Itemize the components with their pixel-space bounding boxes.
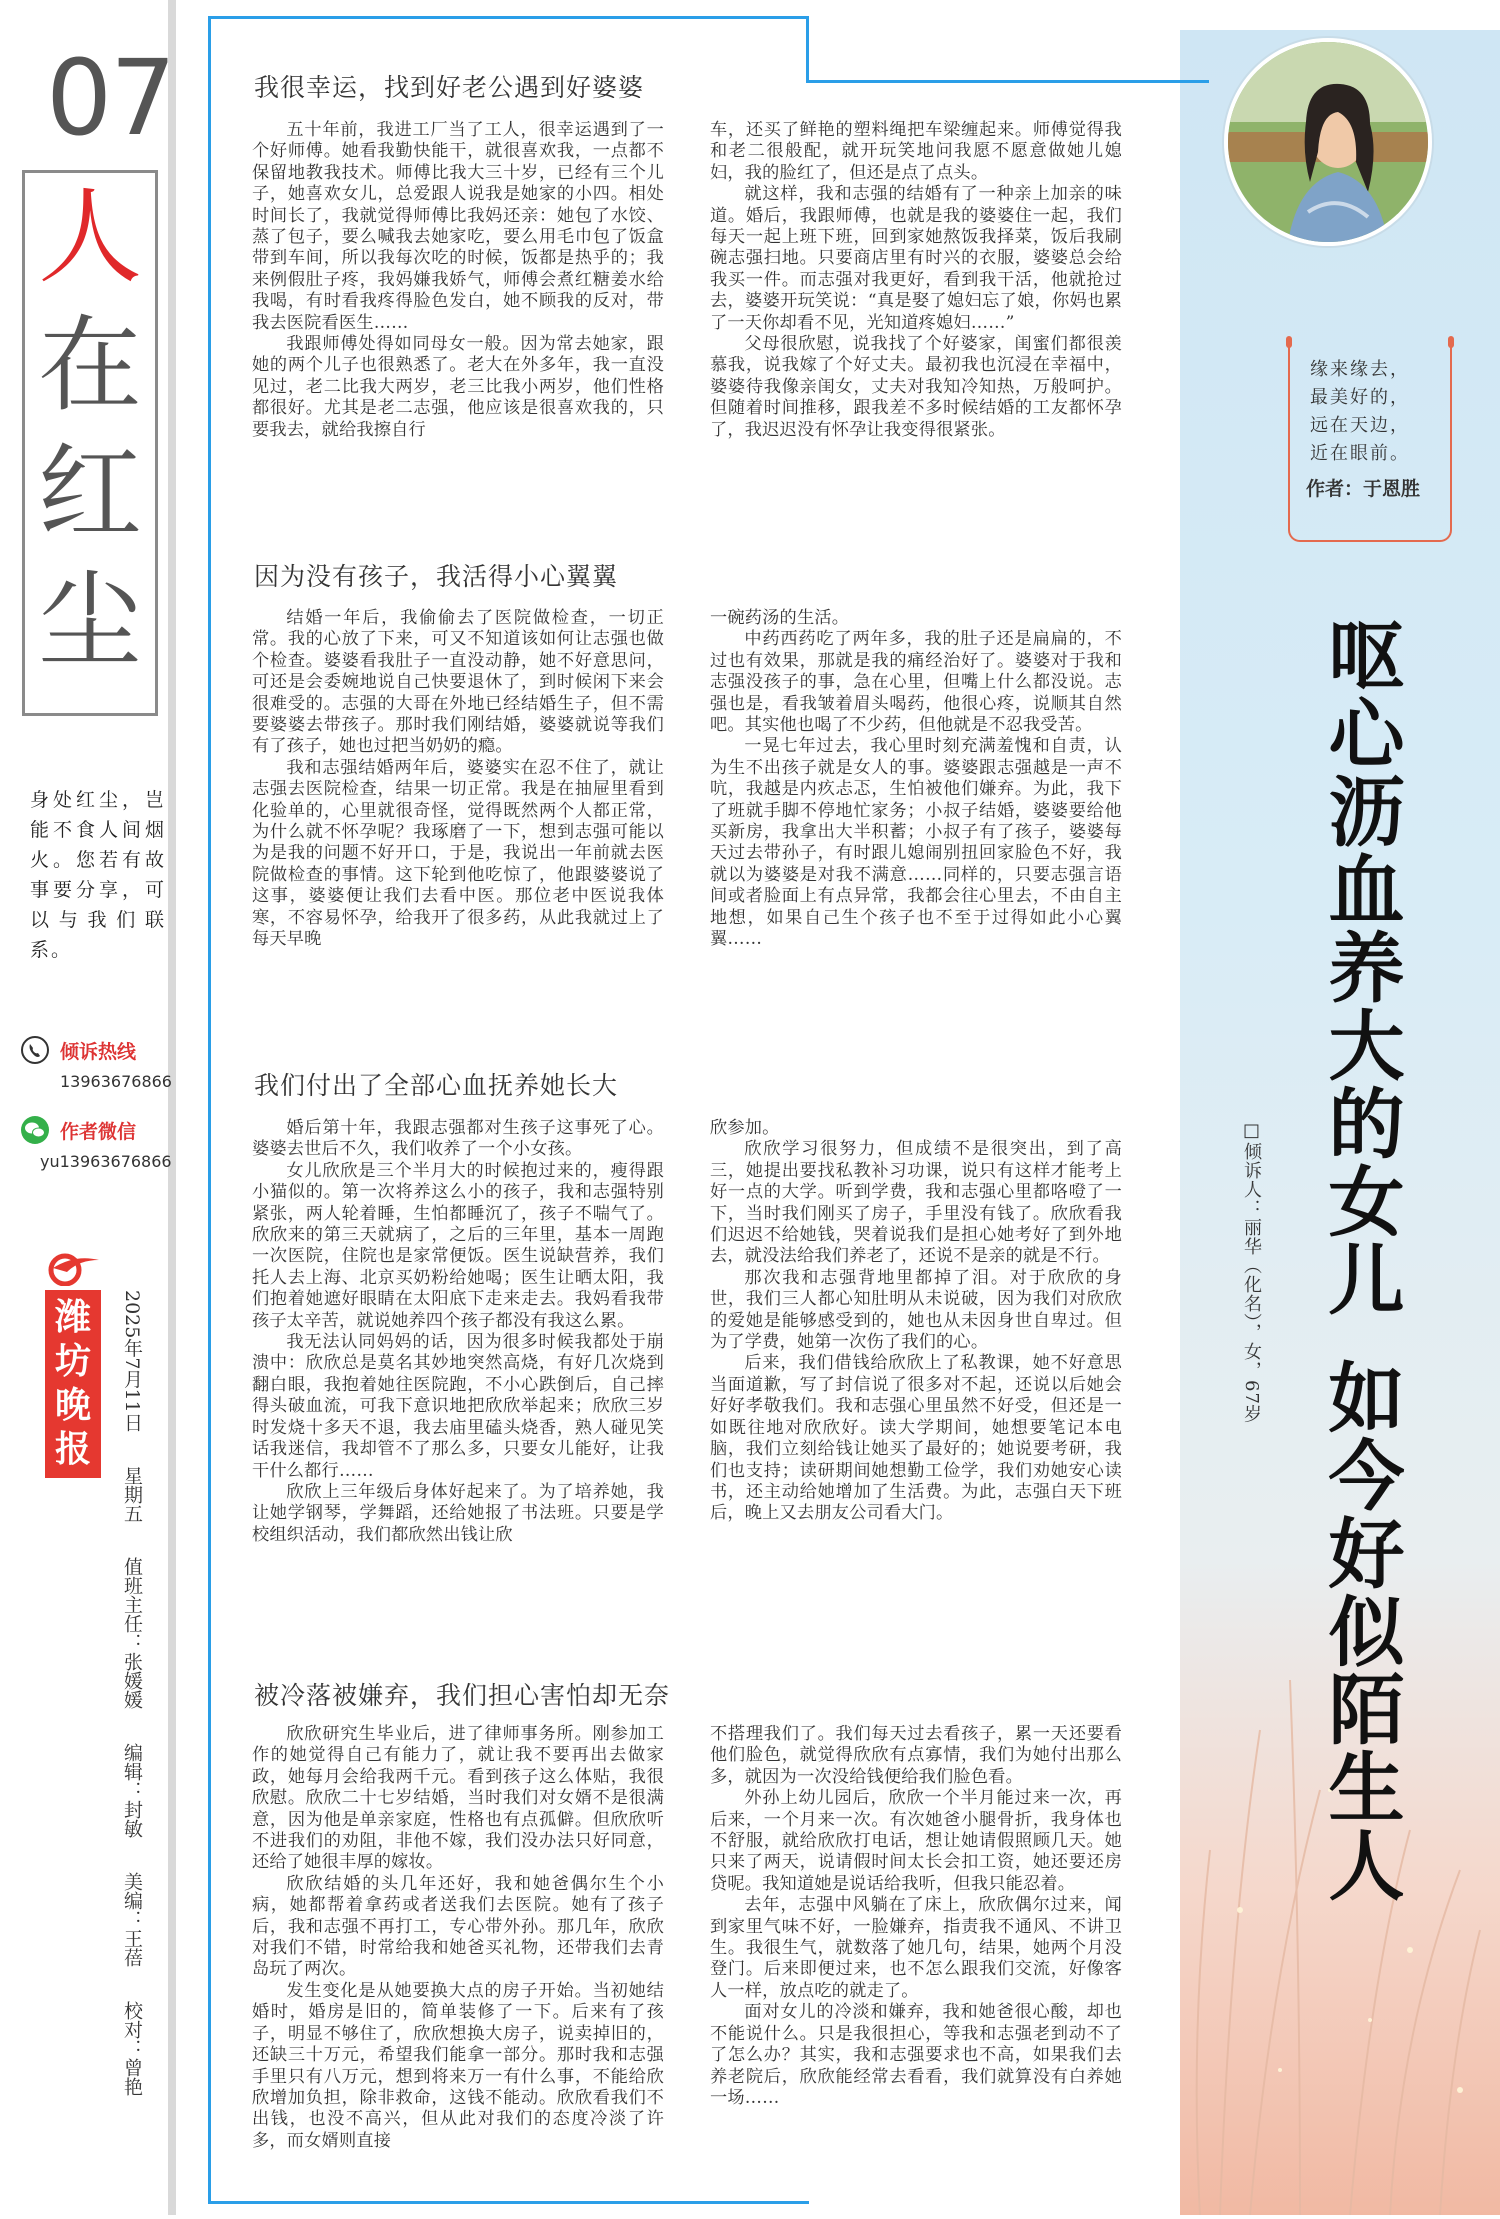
paragraph: 去年，志强中风躺在了床上，欣欣偶尔过来，闻到家里气味不好，一脸嫌弃，指责我不通风、不讲卫生。我很生气，就数落了她几句，结果，她两个月没登门。后来即便过来，也不怎么跟我们交流，好像客人一样，放点吃的就走了。: [710, 1895, 1122, 2001]
headline-part: 呕心沥血养大的女儿: [1316, 616, 1405, 1318]
column-title-char: 尘: [37, 560, 142, 682]
paragraph: 一晃七年过去，我心里时刻充满羞愧和自责，认为生不出孩子就是女人的事。婆婆跟志强越是一声不吭，我越是内疚忐忑，生怕被他们嫌弃。为此，我下了班就手脚不停地忙家务；小叔子结婚，婆婆要给他买新房，我拿出大半积蓄；小叔子有了孩子，婆婆每天过去带孙子，有时跟儿媳闹别扭回家脸色不好，我就以为婆婆是对我不满意……同样的，只要志强言语间或者脸面上有点异常，我都会往心里去，不由自主地想，如果自己生个孩子也不至于过得如此小心翼翼……: [710, 736, 1122, 950]
column-title: [22, 170, 158, 716]
paragraph: 那次我和志强背地里都掉了泪。对于欣欣的身世，我们三人都心知肚明从未说破，因为我们对欣欣的爱她是能够感受到的，她也从未因身世自卑过。但为了学费，她第一次伤了我们的心。: [710, 1267, 1122, 1353]
section-title: 我们付出了全部心血抚养她长大: [254, 1071, 619, 1100]
paragraph: 中药西药吃了两年多，我的肚子还是扁扁的，不过也有效果，那就是我的痛经治好了。婆婆对于我和志强没孩子的事，急在心里，但嘴上什么都没说。志强也是，看我皱着眉头喝药，他很心疼，说顺其自然吧。其实他也喝了不少药，但他就是不忍我受苦。: [710, 629, 1122, 736]
paragraph: 欣欣研究生毕业后，进了律师事务所。刚参加工作的她觉得自己有能力了，就让我不要再出去做家政，她每月会给我两千元。看到孩子这么体贴，我很欣慰。欣欣二十七岁结婚，当时我们对女婿不是很满意，因为他是单亲家庭，性格也有点孤僻。但欣欣听不进我们的劝阻，非他不嫁，我们没办法只好同意，还给了她很丰厚的嫁妆。: [252, 1724, 664, 1873]
paragraph: 欣参加。: [710, 1118, 780, 1138]
paragraph: 欣欣学习很努力，但成绩不是很突出，到了高三，她提出要找私教补习功课，说只有这样才能考上好一点的大学。听到学费，我和志强心里都咯噔了一下，当时我们刚买了房子，手里没有钱了。欣欣看我们迟迟不给她钱，哭着说我们是担心她考好了到外地去，就没法给我们养老了，还说不是亲的就是不行。: [710, 1139, 1122, 1267]
paragraph: 后来，我们借钱给欣欣上了私教课，她不好意思当面道歉，写了封信说了很多对不起，还说以后她会好好孝敬我们。我和志强心里虽然不好受，但还是一如既往地对欣欣好。读大学期间，她想要笔记本电脑，我们立刻给钱让她买了最好的；她说要考研，我们也支持；读研期间她想勤工俭学，我们劝她安心读书，还主动给她增加了生活费。为此，志强白天下班后，晚上又去朋友公司看大门。: [710, 1353, 1122, 1524]
paper-logo-icon: [45, 1250, 101, 1286]
section-2-column-2: [710, 608, 1122, 1022]
paragraph: 车，还买了鲜艳的塑料绳把车梁缠起来。师傅觉得我和老二很般配，就开玩笑地问我愿不愿意做她儿媳妇，我的脸红了，但还是点了点头。: [710, 120, 1122, 183]
section-title: 我很幸运，找到好老公遇到好婆婆: [254, 73, 645, 102]
paragraph: 就这样，我和志强的结婚有了一种亲上加亲的味道。婚后，我跟师傅，也就是我的婆婆住一起，我们每天一起上班下班，回到家她熬饭我择菜，饭后我刷碗志强扫地。只要商店里有时兴的衣服，婆婆总会给我买一件。而志强对我更好，看到我干活，他就抢过去，婆婆开玩笑说：“真是娶了媳妇忘了娘，你妈也累了一天你却看不见，光知道疼媳妇……”: [710, 184, 1122, 333]
phone-icon: [20, 1035, 50, 1065]
author-byline: 作者：于恩胜: [1306, 478, 1421, 500]
wechat-row: [20, 1115, 136, 1145]
complainant-info: □倾诉人：丽华（化名），女，67岁: [1241, 1120, 1262, 1424]
paragraph: 我无法认同妈妈的话，因为很多时候我都处于崩溃中：欣欣总是莫名其妙地突然高烧，有好几次烧到翻白眼，我抱着她往医院跑，不小心跌倒后，自己摔得头破血流，可我下意识地把欣欣举起来；欣欣三岁时发烧十多天不退，我去庙里磕头烧香，熟人碰见笑话我迷信，我却管不了那么多，只要女儿能好，让我干什么都行……: [252, 1332, 664, 1481]
paragraph: 结婚一年后，我偷偷去了医院做检查，一切正常。我的心放了下来，可又不知道该如何让志强也做个检查。婆婆看我肚子一直没动静，她不好意思问，可还是会委婉地说自己快要退休了，到时候闲下来会很难受的。志强的大哥在外地已经结婚生子，但不需要婆婆去带孩子。那时我们刚结婚，婆婆就说等我们有了孩子，她也过把当奶奶的瘾。: [252, 608, 664, 757]
proofreader: 校对：曾艳: [121, 2000, 143, 2096]
section-title: 因为没有孩子，我活得小心翼翼: [254, 562, 619, 591]
paragraph: 我跟师傅处得如同母女一般。因为常去她家，跟她的两个儿子也很熟悉了。老大在外多年，我一直没见过，老二比我大两岁，老三比我小两岁，他们性格都很好。尤其是老二志强，他应该是很喜欢我的，只要我去，就给我擦自行: [252, 334, 664, 440]
section-3-column-1: [252, 1118, 664, 1638]
paragraph: 欣欣结婚的头几年还好，我和她爸偶尔生个小病，她都帮着拿药或者送我们去医院。她有了孩子后，我和志强不再打工，专心带外孙。那几年，欣欣对我们不错，时常给我和她爸买礼物，还带我们去青岛玩了两次。: [252, 1873, 664, 1980]
paragraph: 我和志强结婚两年后，婆婆实在忍不住了，就让志强去医院检查，结果一切正常。我是在抽屉里看到化验单的，心里就很奇怪，觉得既然两个人都正常，为什么就不怀孕呢？我琢磨了一下，想到志强可能以为是我的问题不好开口，于是，我说出一年前就去医院做检查的事情。这下轮到他吃惊了，他跟婆婆说了这事，婆婆便让我们去看中医。那位老中医说我体寒，不容易怀孕，给我开了很多药，从此我就过上了每天早晚: [252, 757, 664, 950]
column-title-char: 在: [37, 304, 142, 426]
quote-line: 近在眼前。: [1310, 443, 1410, 464]
column-intro: 身处红尘，岂能不食人间烟火。您若有故事要分享，可以与我们联系。: [30, 789, 166, 961]
paragraph: 不搭理我们了。我们每天过去看孩子，累一天还要看他们脸色，就觉得欣欣有点寡情，我们为她付出那么多，就因为一次没给钱便给我们脸色看。: [710, 1724, 1122, 1787]
column-title-char: 人: [37, 176, 142, 298]
quote-box: [1288, 340, 1452, 542]
editor: 编辑：封敏: [121, 1742, 143, 1838]
wechat-id: yu13963676866: [40, 1152, 172, 1171]
paragraph: 女儿欣欣是三个半月大的时候抱过来的，瘦得跟小猫似的。第一次将养这么小的孩子，我和志强特别紧张，两人轮着睡，生怕都睡沉了，孩子不喘气了。欣欣来的第三天就病了，之后的三年里，基本一周跑一次医院，住院也是家常便饭。医生说缺营养，我们托人去上海、北京买奶粉给她喝；医生让晒太阳，我们抱着她遮好眼睛在太阳底下走来走去。我妈看我带孩子太辛苦，就说她养四个孩子都没有我这么累。: [252, 1160, 664, 1331]
headline-part: 如今好似陌生人: [1316, 1358, 1405, 1904]
author-photo: [1224, 38, 1432, 246]
section-4-column-2: [710, 1724, 1122, 2204]
paragraph: 欣欣上三年级后身体好起来了。为了培养她，我让她学钢琴，学舞蹈，还给她报了书法班。只要是学校组织活动，我们都欣然出钱让欣: [252, 1481, 664, 1545]
wechat-icon: [20, 1115, 50, 1145]
paragraph: 外孙上幼儿园后，欣欣一个半月能过来一次，再后来，一个月来一次。有次她爸小腿骨折，我身体也不舒服，就给欣欣打电话，想让她请假照顾几天。她只来了两天，说请假时间太长会扣工资，她还要还房贷呢。我知道她是说话给我听，但我只能忍着。: [710, 1788, 1122, 1894]
section-4-column-1: [252, 1724, 664, 2204]
frame-accent: [806, 80, 1209, 83]
paragraph: 父母很欣慰，说我找了个好婆家，闺蜜们都很羡慕我，说我嫁了个好丈夫。最初我也沉浸在幸福中，婆婆待我像亲闺女，丈夫对我知冷知热，万般呵护。但随着时间推移，跟我差不多时候结婚的工友都怀孕了，我迟迟没有怀孕让我变得很紧张。: [710, 334, 1122, 440]
section-1-column-1: [252, 120, 664, 515]
page-number: 07: [46, 37, 175, 159]
frame-accent: [806, 16, 809, 82]
section-2-column-1: [252, 608, 664, 1022]
paragraph: 五十年前，我进工厂当了工人，很幸运遇到了一个好师傅。她看我勤快能干，就很喜欢我，一点都不保留地教我技术。师傅比我大三十岁，已经有三个儿子，她喜欢女儿，总爱跟人说我是她家的小四。相处时间长了，我就觉得师傅比我妈还亲：她包了水饺、蒸了包子，要么喊我去她家吃，要么用毛巾包了饭盒带到车间，所以我每次吃的时候，饭都是热乎的；我来例假肚子疼，我妈嫌我娇气，师傅会煮红糖姜水给我喝，有时看我疼得脸色发白，她不顾我的反对，带我去医院看医生……: [252, 120, 664, 333]
headline: [1315, 616, 1405, 1904]
quote-line: 最美好的，: [1310, 387, 1410, 408]
paragraph: 面对女儿的冷淡和嫌弃，我和她爸很心酸，却也不能说什么。只是我很担心，等我和志强老到动不了了怎么办？其实，我和志强要求也不高，如果我们去养老院后，欣欣能经常去看看，我们就算没有白养她一场……: [710, 2002, 1122, 2108]
hotline-label: 倾诉热线: [60, 1040, 137, 1063]
paragraph: 一碗药汤的生活。: [710, 608, 850, 628]
issue-date: 2025年7月11日: [121, 1290, 143, 1432]
section-3-column-2: [710, 1118, 1122, 1638]
hotline-number: 13963676866: [60, 1072, 172, 1091]
issue-meta: [118, 1290, 146, 2124]
paragraph: 发生变化是从她要换大点的房子开始。当初她结婚时，婚房是旧的，简单装修了一下。后来有了孩子，明显不够住了，欣欣想换大房子，说卖掉旧的，还缺三十万元，希望我们能拿一部分。那时我和志强手里只有八万元，想到将来万一有什么事，不能给欣欣增加负担，除非救命，这钱不能动。欣欣看我们不出钱，也没不高兴，但从此对我们的态度冷淡了许多，而女婿则直接: [252, 1980, 664, 2151]
quote-line: 远在天边，: [1310, 415, 1410, 436]
column-title-char: 红: [37, 432, 142, 554]
quote-line: 缘来缘去，: [1310, 359, 1410, 380]
paper-name: 潍坊晚报: [45, 1290, 101, 1478]
author-portrait: [1228, 42, 1428, 242]
hotline-row: [20, 1035, 136, 1065]
issue-weekday: 星期五: [121, 1465, 143, 1523]
section-title: 被冷落被嫌弃，我们担心害怕却无奈: [254, 1681, 671, 1710]
paragraph: 婚后第十年，我跟志强都对生孩子这事死了心。婆婆去世后不久，我们收养了一个小女孩。: [252, 1118, 664, 1160]
section-1-column-2: [710, 120, 1122, 515]
editor-in-charge: 值班主任：张媛媛: [121, 1556, 143, 1709]
wechat-label: 作者微信: [60, 1120, 137, 1143]
left-divider: [168, 0, 176, 2215]
art-editor: 美编：王蓓: [121, 1871, 143, 1967]
paper-logo: [45, 1250, 101, 1478]
